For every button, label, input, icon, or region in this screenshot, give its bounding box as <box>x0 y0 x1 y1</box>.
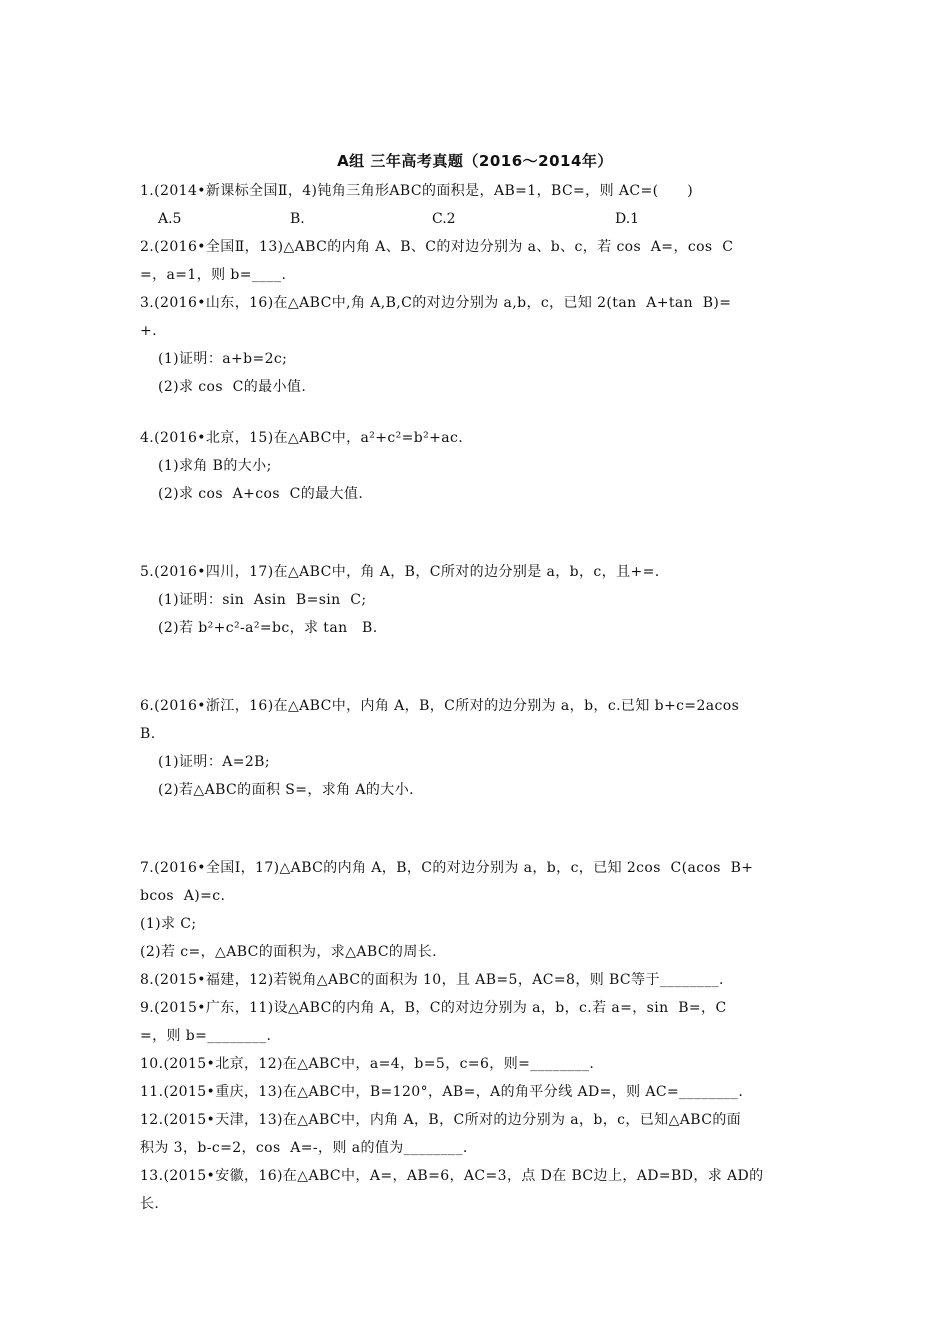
q3-part-1: (1)证明：a+b=2c; <box>158 351 288 367</box>
q7-part-2: (2)若 c=，△ABC的面积为，求△ABC的周长. <box>140 944 437 960</box>
q9-line-1: 9.(2015•广东，11)设△ABC的内角 A，B，C的对边分别为 a，b，c.若 a=，sin B=，C <box>140 1000 727 1016</box>
q13-line-1: 13.(2015•安徽，16)在△ABC中，A=，AB=6，AC=3，点 D在 BC边上，AD=BD，求 AD的 <box>140 1168 764 1184</box>
q9-line-2: =，则 b=________. <box>140 1028 272 1044</box>
q7-line-2: bcos A)=c. <box>140 888 226 904</box>
q3-line-2: +. <box>140 323 157 339</box>
q6-line-1: 6.(2016•浙江，16)在△ABC中，内角 A，B，C所对的边分别为 a，b，c.已知 b+c=2acos <box>140 698 740 714</box>
q8-stem: 8.(2015•福建，12)若锐角△ABC的面积为 10，且 AB=5，AC=8，则 BC等于________. <box>140 972 724 988</box>
q13-line-2: 长. <box>140 1196 160 1212</box>
q6-part-2: (2)若△ABC的面积 S=，求角 A的大小. <box>158 782 414 798</box>
q6-part-1: (1)证明：A=2B; <box>158 754 270 770</box>
q10-stem: 10.(2015•北京，12)在△ABC中，a=4，b=5，c=6，则=________. <box>140 1056 595 1072</box>
section-title: A组 三年高考真题（2016～2014年） <box>337 152 613 170</box>
q3-line-1: 3.(2016•山东，16)在△ABC中,角 A,B,C的对边分别为 a,b，c，已知 2(tan A+tan B)= <box>140 295 732 311</box>
q5-stem: 5.(2016•四川，17)在△ABC中，角 A，B，C所对的边分别是 a，b，c，且+=. <box>140 564 660 580</box>
q3-part-2: (2)求 cos C的最小值. <box>158 379 307 395</box>
q7-part-1: (1)求 C; <box>140 916 197 932</box>
q4-part-1: (1)求角 B的大小; <box>158 458 272 474</box>
q2-line-1: 2.(2016•全国Ⅱ，13)△ABC的内角 A、B、C的对边分别为 a、b、c，若 cos A=，cos C <box>140 239 734 255</box>
q4-stem: 4.(2016•北京，15)在△ABC中，a²+c²=b²+ac. <box>140 430 464 446</box>
q1-option-c: C.2 <box>432 211 456 227</box>
q7-line-1: 7.(2016•全国Ⅰ，17)△ABC的内角 A，B，C的对边分别为 a，b，c，已知 2cos C(acos B+ <box>140 860 754 876</box>
q2-line-2: =，a=1，则 b=____. <box>140 267 287 283</box>
q1-stem: 1.(2014•新课标全国Ⅱ，4)钝角三角形ABC的面积是，AB=1，BC=，则 AC=( ) <box>140 183 694 199</box>
q12-line-1: 12.(2015•天津，13)在△ABC中，内角 A，B，C所对的边分别为 a，b，c，已知△ABC的面 <box>140 1112 742 1128</box>
q12-line-2: 积为 3，b-c=2，cos A=-，则 a的值为________. <box>140 1140 468 1156</box>
q1-option-a: A.5 <box>158 211 182 227</box>
q5-part-2: (2)若 b²+c²-a²=bc，求 tan B. <box>158 620 378 636</box>
q1-option-d: D.1 <box>615 211 640 227</box>
q4-part-2: (2)求 cos A+cos C的最大值. <box>158 486 364 502</box>
q5-part-1: (1)证明：sin Asin B=sin C; <box>158 592 367 608</box>
q11-stem: 11.(2015•重庆，13)在△ABC中，B=120°，AB=，A的角平分线 AD=，则 AC=________. <box>140 1084 744 1100</box>
q6-line-2: B. <box>140 726 156 742</box>
q1-option-b: B. <box>290 211 305 227</box>
